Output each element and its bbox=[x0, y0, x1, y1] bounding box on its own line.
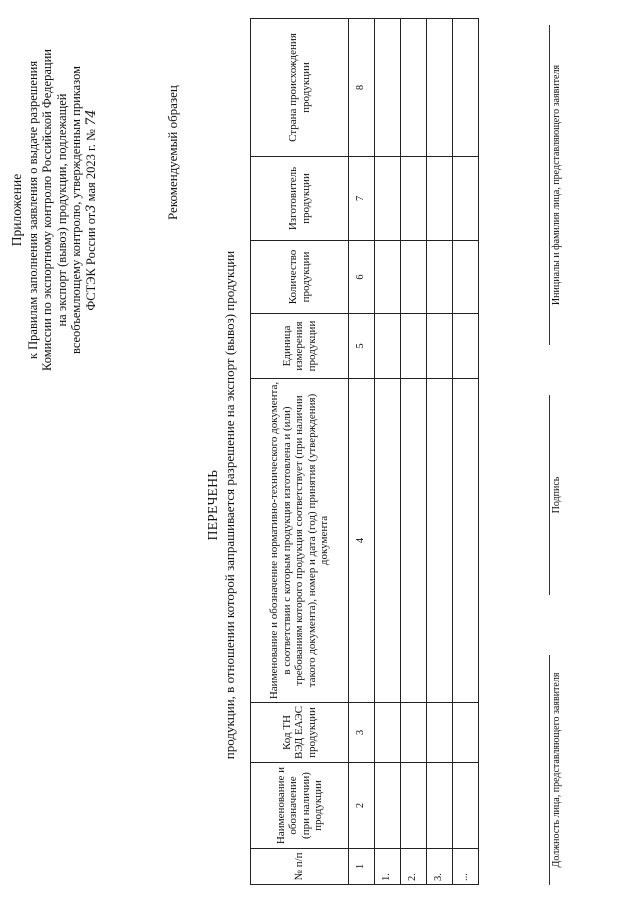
position-caption: Должность лица, представляющего заявителя bbox=[551, 672, 562, 868]
table-cell bbox=[453, 19, 479, 157]
table-cell bbox=[453, 703, 479, 763]
row-index: ... bbox=[453, 849, 479, 885]
table-cell bbox=[453, 157, 479, 241]
position-signature-line bbox=[549, 655, 550, 885]
signature-block bbox=[545, 0, 605, 885]
order-prefix: ФСТЭК России от bbox=[83, 212, 98, 311]
table-cell bbox=[453, 763, 479, 849]
column-number-row bbox=[349, 19, 375, 885]
table-cell bbox=[401, 241, 427, 314]
column-number: 5 bbox=[349, 314, 375, 379]
table-cell bbox=[427, 379, 453, 703]
header-cell-quantity: Количество продукции bbox=[251, 241, 349, 314]
table-header-row bbox=[251, 19, 349, 885]
table-row bbox=[453, 19, 479, 885]
sample-label: Рекомендуемый образец bbox=[165, 85, 180, 220]
table-cell bbox=[427, 763, 453, 849]
table-cell bbox=[401, 314, 427, 379]
table-row bbox=[401, 19, 427, 885]
header-line-3: на экспорт (вывоз) продукции, подлежащей bbox=[54, 93, 69, 327]
table-cell bbox=[453, 241, 479, 314]
name-signature-line bbox=[549, 25, 550, 345]
header-cell-tn-ved-code: Код ТН ВЭД ЕАЭС продукции bbox=[251, 703, 349, 763]
table-row bbox=[375, 19, 401, 885]
header-cell-normative-document: Наименование и обозначение нормативно-технического документа, в соответствии с которым продукция изготовлена и (или) требованиям которого продукция соответствует (при наличии такого документа), номер и дата (год) принятия (утверждения) документа bbox=[251, 379, 349, 703]
row-index: 3. bbox=[427, 849, 453, 885]
row-index: 2. bbox=[401, 849, 427, 885]
table-cell bbox=[375, 241, 401, 314]
table-cell bbox=[401, 19, 427, 157]
appendix-label: Приложение bbox=[9, 173, 24, 247]
products-table bbox=[250, 18, 479, 885]
header-cell-country-of-origin: Страна происхождения продукции bbox=[251, 19, 349, 157]
order-middle: мая 2023 г. № bbox=[83, 129, 98, 202]
table-cell bbox=[375, 763, 401, 849]
table-cell bbox=[375, 379, 401, 703]
table-cell bbox=[401, 157, 427, 241]
table-cell bbox=[427, 703, 453, 763]
table-cell bbox=[401, 379, 427, 703]
column-number: 1 bbox=[349, 849, 375, 885]
table-cell bbox=[375, 703, 401, 763]
header-order-line bbox=[84, 45, 100, 375]
column-number: 7 bbox=[349, 157, 375, 241]
header-cell-product-name: Наименование и обозначение (при наличии) продукции bbox=[251, 763, 349, 849]
table-cell bbox=[427, 157, 453, 241]
table-cell bbox=[375, 19, 401, 157]
table-row bbox=[427, 19, 453, 885]
table-cell bbox=[375, 314, 401, 379]
header-cell-unit: Единица измерения продукции bbox=[251, 314, 349, 379]
table-cell bbox=[427, 241, 453, 314]
row-index: 1. bbox=[375, 849, 401, 885]
header-line-4: всеобъемлющему контролю, утвержденным приказом bbox=[69, 65, 83, 355]
header-line-2: Комиссии по экспортному контролю Российской Федерации bbox=[40, 49, 54, 371]
signature-line bbox=[549, 395, 550, 595]
header-cell-manufacturer: Изготовитель продукции bbox=[251, 157, 349, 241]
order-day: 3 bbox=[83, 204, 99, 213]
column-number: 3 bbox=[349, 703, 375, 763]
signature-caption: Подпись bbox=[551, 476, 562, 514]
name-caption: Инициалы и фамилия лица, представляющего заявителя bbox=[551, 64, 562, 306]
table-cell bbox=[375, 157, 401, 241]
column-number: 2 bbox=[349, 763, 375, 849]
header-cell-number: № п/п bbox=[251, 849, 349, 885]
table-cell bbox=[453, 314, 479, 379]
document-title: ПЕРЕЧЕНЬ bbox=[205, 469, 220, 541]
table-cell bbox=[427, 19, 453, 157]
document-subtitle: продукции, в отношении которой запрашивается разрешение на экспорт (вывоз) продукции bbox=[222, 250, 237, 760]
table-cell bbox=[427, 314, 453, 379]
column-number: 6 bbox=[349, 241, 375, 314]
column-number: 8 bbox=[349, 19, 375, 157]
header-line-1: к Правилам заполнения заявления о выдаче разрешения bbox=[25, 60, 40, 360]
table-cell bbox=[401, 763, 427, 849]
order-number: 74 bbox=[83, 109, 99, 126]
appendix-header bbox=[10, 45, 99, 375]
table-cell bbox=[401, 703, 427, 763]
column-number: 4 bbox=[349, 379, 375, 703]
table-cell bbox=[453, 379, 479, 703]
